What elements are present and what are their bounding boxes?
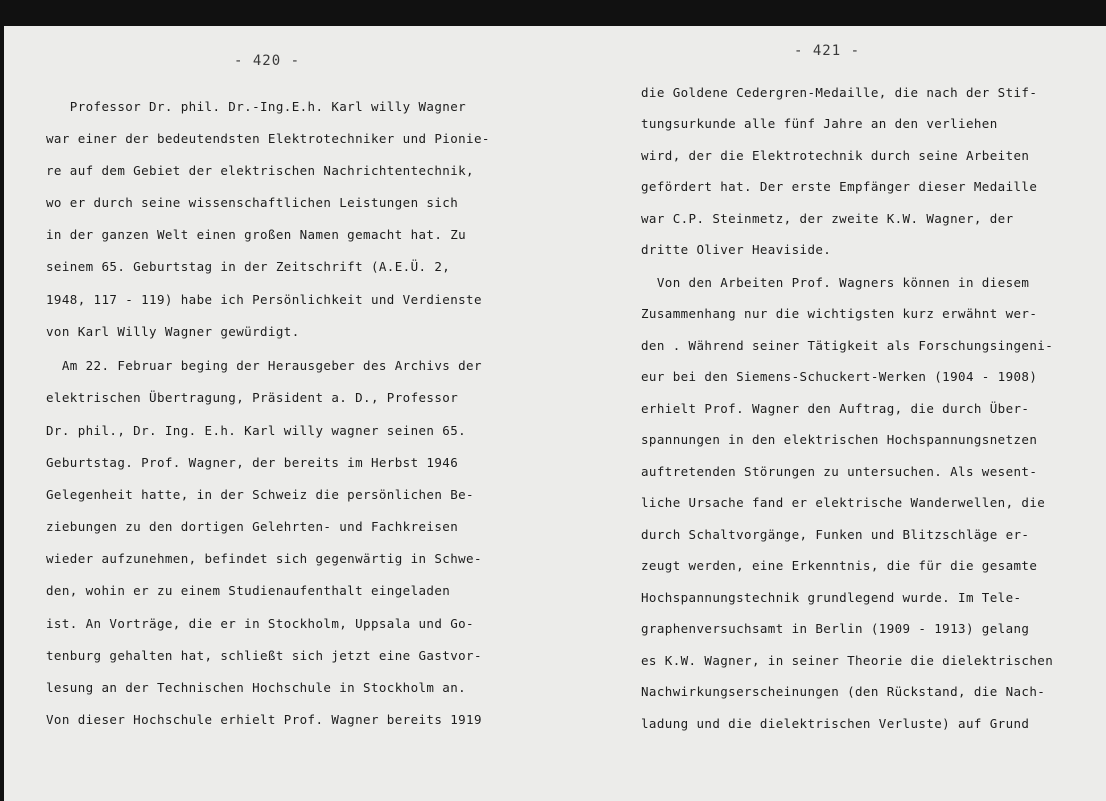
text-line: Zusammenhang nur die wichtigsten kurz erwähnt wer-: [641, 306, 1038, 321]
text-line: es K.W. Wagner, in seiner Theorie die dielektrischen: [641, 653, 1054, 668]
text-line: tenburg gehalten hat, schließt sich jetzt eine Gastvor-: [46, 648, 482, 663]
text-line: in der ganzen Welt einen großen Namen gemacht hat. Zu: [46, 227, 467, 242]
text-line: wird, der die Elektrotechnik durch seine Arbeiten: [641, 148, 1030, 163]
text-line: auftretenden Störungen zu untersuchen. Als wesent-: [641, 464, 1038, 479]
page-number-right: - 421 -: [794, 43, 861, 59]
text-line: von Karl Willy Wagner gewürdigt.: [46, 324, 300, 339]
text-line: tungsurkunde alle fünf Jahre an den verliehen: [641, 116, 998, 131]
text-line: den, wohin er zu einem Studienaufenthalt eingeladen: [46, 583, 451, 598]
text-line: ist. An Vorträge, die er in Stockholm, Uppsala und Go-: [46, 616, 474, 631]
text-line: durch Schaltvorgänge, Funken und Blitzschläge er-: [641, 527, 1030, 542]
text-line: dritte Oliver Heaviside.: [641, 242, 832, 257]
text-line: elektrischen Übertragung, Präsident a. D., Professor: [46, 390, 459, 405]
text-line: Gelegenheit hatte, in der Schweiz die persönlichen Be-: [46, 487, 474, 502]
text-line: graphenversuchsamt in Berlin (1909 - 1913) gelang: [641, 621, 1030, 636]
text-line: ladung und die dielektrischen Verluste) auf Grund: [641, 716, 1030, 731]
text-line: re auf dem Gebiet der elektrischen Nachrichtentechnik,: [46, 163, 474, 178]
text-line: Professor Dr. phil. Dr.-Ing.E.h. Karl willy Wagner: [46, 99, 467, 114]
text-line: erhielt Prof. Wagner den Auftrag, die durch Über-: [641, 401, 1030, 416]
text-line: Hochspannungstechnik grundlegend wurde. Im Tele-: [641, 590, 1022, 605]
text-line: liche Ursache fand er elektrische Wanderwellen, die: [641, 495, 1046, 510]
text-line: gefördert hat. Der erste Empfänger dieser Medaille: [641, 179, 1038, 194]
text-line: lesung an der Technischen Hochschule in Stockholm an.: [46, 680, 467, 695]
paper-sheet: [4, 26, 1106, 801]
text-line: Am 22. Februar beging der Herausgeber des Archivs der: [46, 358, 482, 373]
text-line: spannungen in den elektrischen Hochspannungsnetzen: [641, 432, 1038, 447]
text-line: seinem 65. Geburtstag in der Zeitschrift (A.E.Ü. 2,: [46, 259, 451, 274]
text-line: Von den Arbeiten Prof. Wagners können in diesem: [641, 275, 1030, 290]
text-line: Dr. phil., Dr. Ing. E.h. Karl willy wagner seinen 65.: [46, 423, 467, 438]
text-line: Von dieser Hochschule erhielt Prof. Wagner bereits 1919: [46, 712, 482, 727]
text-line: eur bei den Siemens-Schuckert-Werken (1904 - 1908): [641, 369, 1038, 384]
text-line: wo er durch seine wissenschaftlichen Leistungen sich: [46, 195, 459, 210]
text-line: war C.P. Steinmetz, der zweite K.W. Wagner, der: [641, 211, 1014, 226]
page-number-left: - 420 -: [234, 53, 301, 69]
text-line: zeugt werden, eine Erkenntnis, die für die gesamte: [641, 558, 1038, 573]
text-line: 1948, 117 - 119) habe ich Persönlichkeit und Verdienste: [46, 292, 482, 307]
text-line: ziebungen zu den dortigen Gelehrten- und Fachkreisen: [46, 519, 459, 534]
text-line: Geburtstag. Prof. Wagner, der bereits im Herbst 1946: [46, 455, 459, 470]
text-line: war einer der bedeutendsten Elektrotechniker und Pionie-: [46, 131, 490, 146]
text-line: wieder aufzunehmen, befindet sich gegenwärtig in Schwe-: [46, 551, 482, 566]
text-line: den . Während seiner Tätigkeit als Forschungsingeni-: [641, 338, 1054, 353]
text-line: Nachwirkungserscheinungen (den Rückstand, die Nach-: [641, 684, 1046, 699]
text-line: die Goldene Cedergren-Medaille, die nach der Stif-: [641, 85, 1038, 100]
